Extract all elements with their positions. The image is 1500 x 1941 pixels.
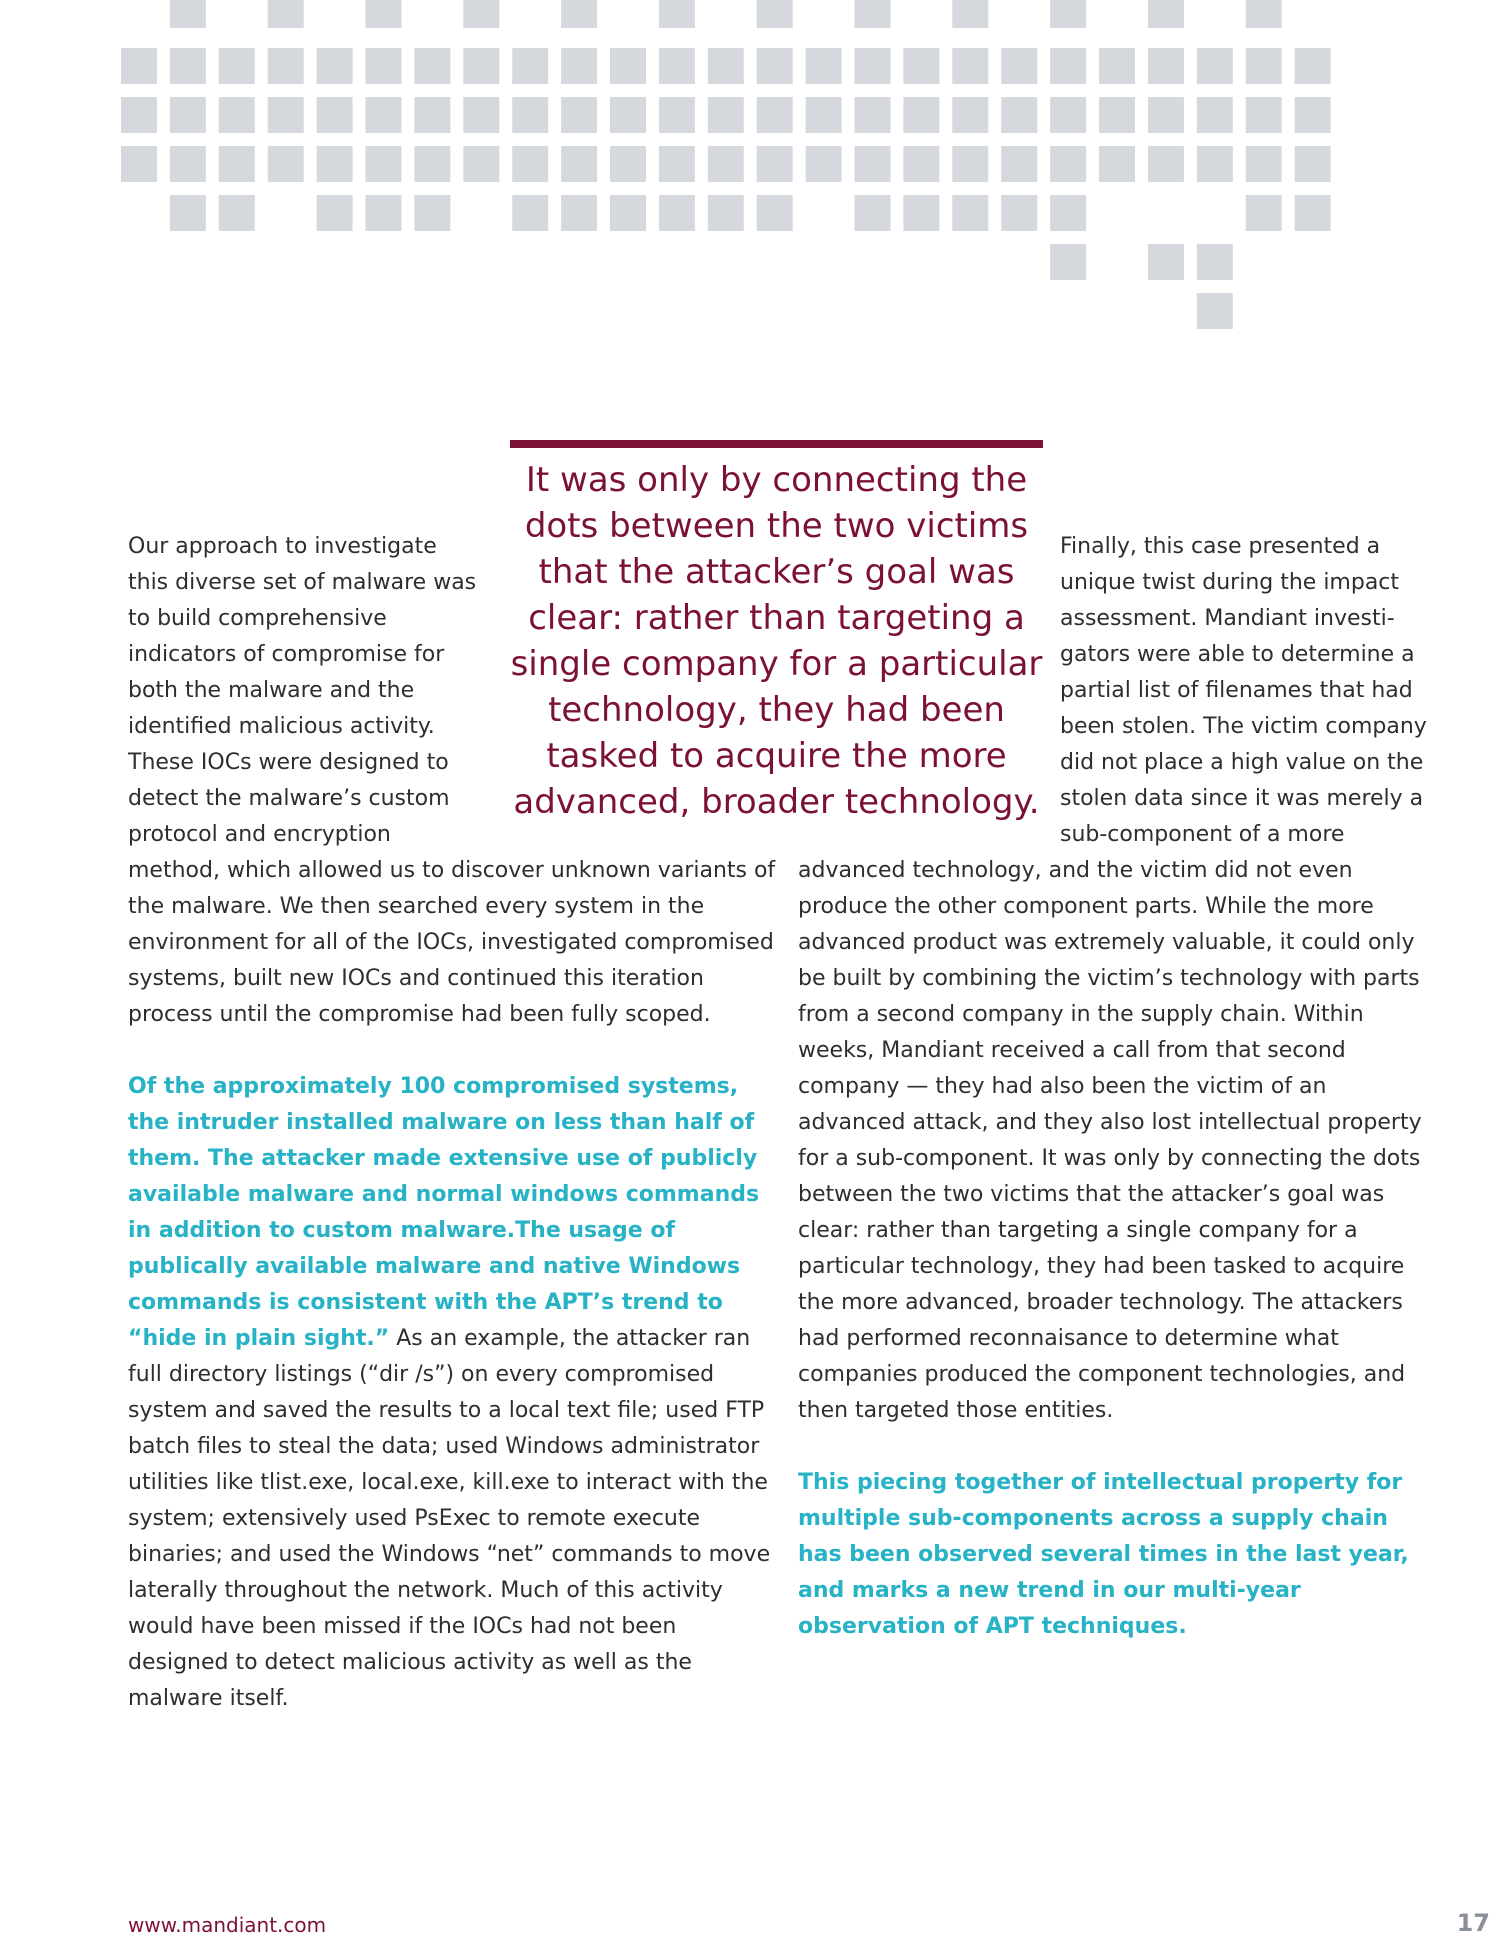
decorative-square (855, 195, 891, 231)
decorative-square (561, 97, 597, 133)
decorative-square (659, 195, 695, 231)
decorative-square (1050, 244, 1086, 280)
page-number: 17 (1456, 1909, 1490, 1937)
decorative-square (1295, 146, 1331, 182)
left-paragraph-2 (128, 1069, 778, 1717)
decorative-square (1197, 48, 1233, 84)
decorative-square (806, 97, 842, 133)
decorative-square (1246, 0, 1282, 28)
decorative-square (1148, 146, 1184, 182)
decorative-square (855, 0, 891, 28)
decorative-square (1050, 0, 1086, 28)
decorative-square (219, 146, 255, 182)
pull-quote-spacer-right (798, 529, 1060, 840)
decorative-square (952, 97, 988, 133)
decorative-square (561, 0, 597, 28)
decorative-square (219, 48, 255, 84)
decorative-square (1197, 97, 1233, 133)
decorative-square (170, 48, 206, 84)
decorative-square (708, 146, 744, 182)
left-paragraph-2-text: As an example, the attacker ran full directory listings (“dir /s”) on every compromised system and saved the results to a local text file; used FTP batch files to steal the data; used Windows administrator utilities like tlist.exe, local.exe, kill.exe to interact with the system; extensively used PsExec to remote execute binaries; and used the Windows “net” commands to move laterally throughout the network. Much of this activity would have been missed if the IOCs had not been designed to detect malicious activity as well as the malware itself. (128, 1326, 771, 1711)
decorative-square (1001, 97, 1037, 133)
decorative-square (1246, 195, 1282, 231)
decorative-square (561, 48, 597, 84)
decorative-square (855, 146, 891, 182)
decorative-square (659, 0, 695, 28)
decorative-square (414, 195, 450, 231)
decorative-square (1246, 48, 1282, 84)
decorative-square (463, 48, 499, 84)
decorative-square (952, 48, 988, 84)
decorative-square (317, 97, 353, 133)
decorative-square (170, 146, 206, 182)
decorative-square (1099, 97, 1135, 133)
decorative-square (170, 97, 206, 133)
decorative-square (610, 195, 646, 231)
decorative-square (1148, 0, 1184, 28)
decorative-square (952, 0, 988, 28)
decorative-square (121, 97, 157, 133)
decorative-square (219, 195, 255, 231)
pull-quote-rule (510, 440, 1043, 448)
decorative-square (512, 48, 548, 84)
decorative-square (170, 0, 206, 28)
decorative-square (903, 195, 939, 231)
decorative-square (366, 97, 402, 133)
decorative-square (757, 48, 793, 84)
decorative-square (1295, 97, 1331, 133)
decorative-square (512, 97, 548, 133)
decorative-square (708, 97, 744, 133)
decorative-square (561, 195, 597, 231)
right-highlight-paragraph: This piecing together of intellectual property for multiple sub-components across a supply chain has been observed several times in the last year, and marks a new trend in our multi-year observation of APT techniques. (798, 1470, 1409, 1639)
decorative-square (757, 0, 793, 28)
decorative-square (855, 97, 891, 133)
decorative-square (1001, 195, 1037, 231)
decorative-square (1001, 48, 1037, 84)
decorative-square (1295, 195, 1331, 231)
decorative-square (121, 146, 157, 182)
decorative-square (463, 97, 499, 133)
decorative-square (366, 0, 402, 28)
decorative-square (463, 0, 499, 28)
decorative-square (1197, 244, 1233, 280)
pull-quote: It was only by connecting the dots between the two victims that the attacker’s goal was clear: rather than targeting a single company for a particular technology, they had been tasked to acquire the more advanced, broader technology. (510, 460, 1043, 822)
decorative-square (1148, 48, 1184, 84)
decorative-square (1099, 146, 1135, 182)
decorative-square (414, 48, 450, 84)
decorative-square (903, 97, 939, 133)
decorative-square (1099, 48, 1135, 84)
left-highlight-text: Of the approximately 100 compromised systems, the intruder installed malware on less than half of them. The attacker made extensive use of publicly available malware and normal windows commands in addition to custom malware.The usage of publically available malware and native Windows commands is consistent with the APT’s trend to “hide in plain sight.” (128, 1074, 760, 1351)
decorative-square (1246, 146, 1282, 182)
left-paragraph-1: Our approach to investigate this diverse set of malware was to build comprehensive indicators of compromise for both the malware and the identified malicious activity. These IOCs were designed to detect the malware’s custom protocol and encryption method, which allowed us to discover unknown variants of the malware. We then searched every system in the environment for all of the IOCs, investigated compromised systems, built new IOCs and continued this iteration process until the compromise had been fully scoped. (128, 534, 776, 1027)
decorative-square (366, 195, 402, 231)
decorative-square (806, 48, 842, 84)
decorative-square (268, 48, 304, 84)
decorative-square (610, 97, 646, 133)
decorative-square (757, 97, 793, 133)
decorative-square (1050, 146, 1086, 182)
decorative-square (610, 146, 646, 182)
decorative-square (659, 146, 695, 182)
decorative-square (1197, 293, 1233, 329)
decorative-square (1295, 48, 1331, 84)
footer-url-link[interactable]: www.mandiant.com (128, 1913, 327, 1937)
decorative-square (317, 195, 353, 231)
decorative-square (1246, 97, 1282, 133)
decorative-square (219, 97, 255, 133)
decorative-square (903, 48, 939, 84)
decorative-square (1050, 97, 1086, 133)
decorative-square (512, 146, 548, 182)
decorative-square (708, 48, 744, 84)
decorative-square (317, 146, 353, 182)
decorative-square-grid (0, 0, 1500, 340)
decorative-square (659, 48, 695, 84)
decorative-square (855, 48, 891, 84)
decorative-square (1050, 48, 1086, 84)
decorative-square (757, 146, 793, 182)
decorative-square (414, 97, 450, 133)
decorative-square (1148, 244, 1184, 280)
decorative-square (903, 146, 939, 182)
decorative-square (1197, 146, 1233, 182)
decorative-square (561, 146, 597, 182)
decorative-square (659, 97, 695, 133)
decorative-square (317, 48, 353, 84)
decorative-square (512, 195, 548, 231)
decorative-square (366, 146, 402, 182)
decorative-square (121, 48, 157, 84)
right-paragraph-1: Finally, this case presented a unique twist during the impact assessment. Mandiant investi-gators were able to determine a partial list of filenames that had been stolen. The victim company did not place a high value on the stolen data since it was merely a sub-component of a more advanced technology, and the victim did not even produce the other component parts. While the more advanced product was extremely valuable, it could only be built by combining the victim’s technology with parts from a second company in the supply chain. Within weeks, Mandiant received a call from that second company — they had also been the victim of an advanced attack, and they also lost intellectual property for a sub-component. It was only by connecting the dots between the two victims that the attacker’s goal was clear: rather than targeting a single company for a particular technology, they had been tasked to acquire the more advanced, broader technology. The attackers had performed reconnaisance to determine what companies produced the component technologies, and then targeted those entities. (798, 534, 1427, 1423)
decorative-square (610, 48, 646, 84)
decorative-square (414, 146, 450, 182)
right-column (798, 529, 1438, 1645)
decorative-square (170, 195, 206, 231)
decorative-square (806, 146, 842, 182)
decorative-square (1001, 146, 1037, 182)
decorative-square (268, 97, 304, 133)
decorative-square (463, 146, 499, 182)
decorative-square (708, 195, 744, 231)
decorative-square (268, 0, 304, 28)
decorative-square (366, 48, 402, 84)
decorative-square (757, 195, 793, 231)
decorative-square (952, 146, 988, 182)
decorative-square (268, 146, 304, 182)
decorative-square (952, 195, 988, 231)
decorative-square (1050, 195, 1086, 231)
decorative-square (1148, 97, 1184, 133)
